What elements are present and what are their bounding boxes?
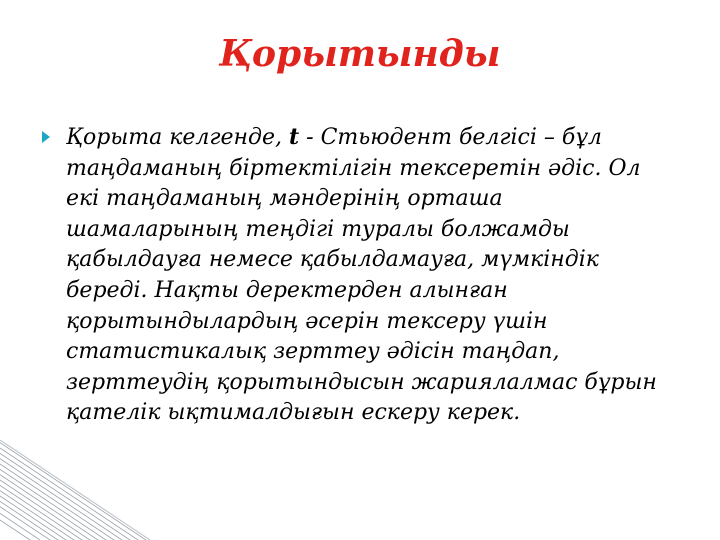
corner-hatch-decoration	[0, 440, 150, 540]
bullet-text-body: - Стьюдент белгісі – бұл таңдаманың біртектілігін тексеретін әдіс. Ол екі таңдаманың мәндерінің орташа шамаларының теңдігі туралы болжамды қабылдауға немесе қабылдамауға, мүмкіндік береді. Нақты деректерден алынған қорытындылардың әсерін тексеру үшін статистикалық зерттеу әдісін таңдап, зерттеудің қорытындысын жариялалмас бұрын қателік ықтималдығын ескеру керек.	[66, 125, 657, 426]
bullet-text	[66, 122, 680, 429]
bullet-item	[40, 122, 680, 429]
slide-content	[40, 122, 680, 429]
bullet-text-t-symbol: t	[289, 124, 300, 150]
bullet-text-intro: Қорыта келгенде,	[66, 125, 289, 150]
slide-title: Қорытынды	[219, 33, 501, 75]
triangle-bullet-icon	[42, 131, 50, 143]
